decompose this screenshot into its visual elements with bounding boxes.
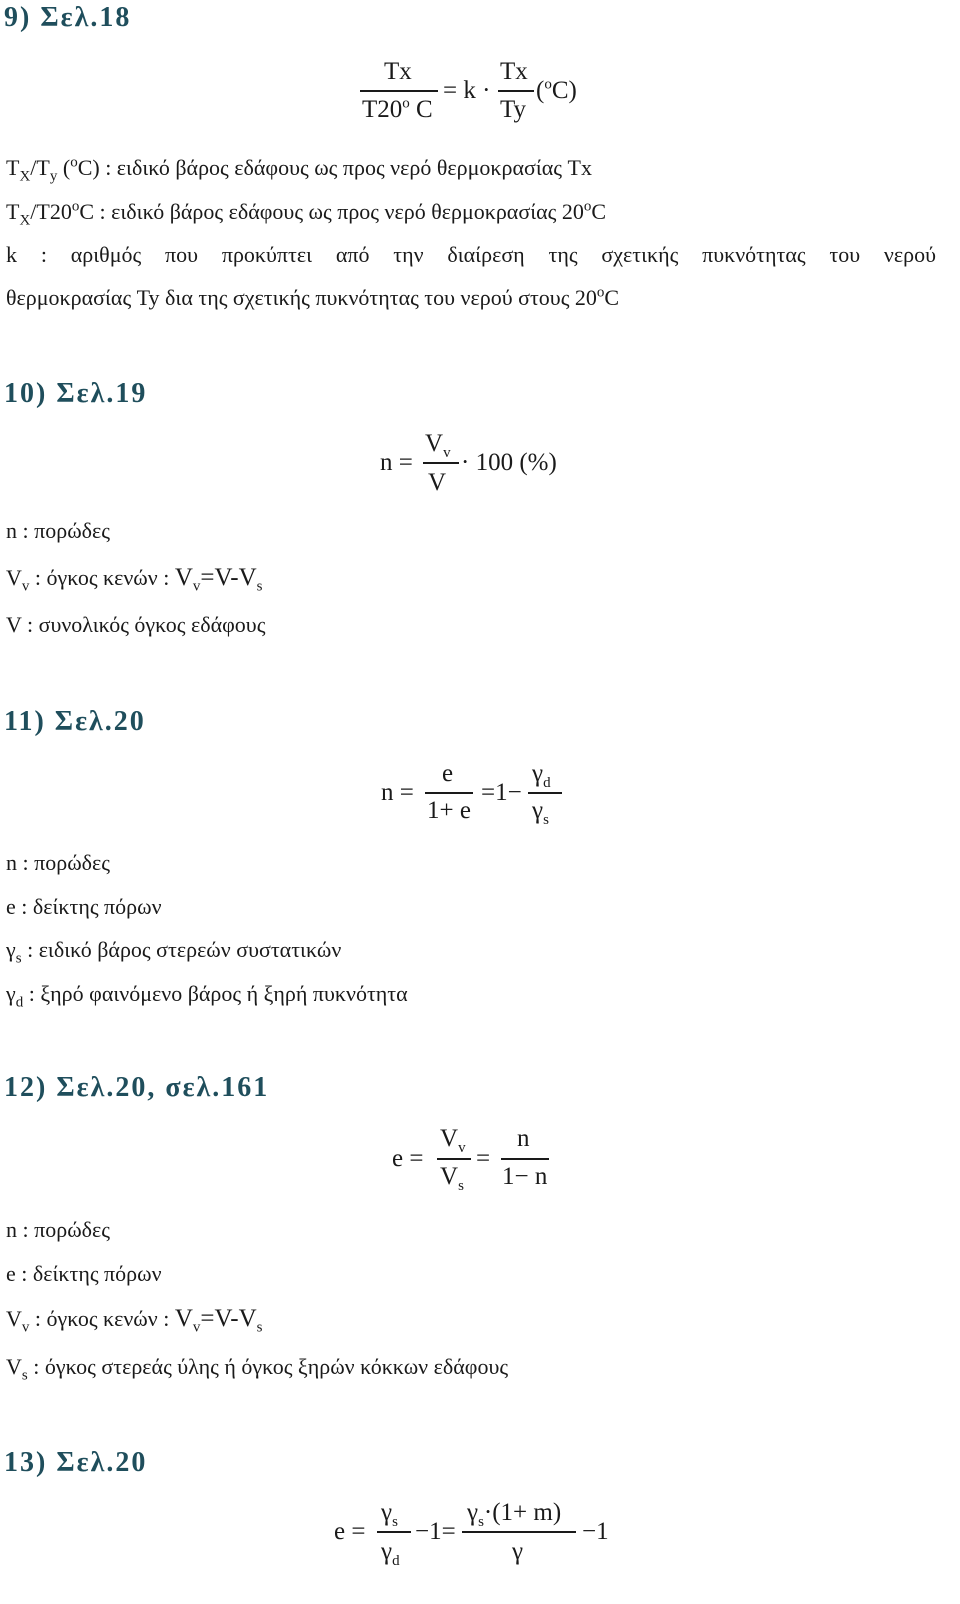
formula-9-den2: Ty bbox=[500, 96, 527, 123]
definition-line: $T_X/T_y$ ($^o$C) : ειδικό βάρος εδάφους ως προς νερό θερμοκρασίας Tx bbox=[6, 154, 592, 185]
formula-11-den2: $\gamma_s$ bbox=[532, 797, 549, 828]
formula-10-lhs: n = bbox=[380, 449, 413, 476]
formula-12-den2: 1− n bbox=[502, 1163, 548, 1190]
formula-13-tail: −1 bbox=[582, 1518, 609, 1545]
definition-line: $T_X/T20^oC$ : ειδικό βάρος εδάφους ως προς νερό θερμοκρασίας 20$^o$C bbox=[6, 198, 607, 229]
fraction-bar bbox=[501, 1158, 549, 1160]
definition-line: $V_v$ : όγκος κενών : $V_v=V-V_s$ bbox=[6, 1305, 263, 1336]
definition-line: n : πορώδες bbox=[6, 850, 110, 875]
definition-line: e : δείκτης πόρων bbox=[6, 1261, 162, 1286]
formula-10-den: V bbox=[428, 469, 447, 496]
formula-13-num2: $\gamma_s\cdot(1+ m)$ bbox=[467, 1499, 562, 1530]
formula-13-num1: $\gamma_s$ bbox=[381, 1499, 398, 1530]
definition-line: n : πορώδες bbox=[6, 1217, 110, 1242]
definition-line: k : αριθμός που προκύπτει από την διαίρεση της σχετικής πυκνότητας του νερού bbox=[6, 242, 936, 267]
formula-13-mid: −1= bbox=[415, 1518, 456, 1545]
formula-13-den2: γ bbox=[512, 1538, 524, 1565]
fraction-bar bbox=[360, 90, 438, 92]
formula-12-den1: $V_s$ bbox=[440, 1163, 464, 1194]
formula-12-mid: = bbox=[476, 1145, 491, 1172]
formula-13-den1: $\gamma_d$ bbox=[381, 1538, 400, 1569]
formula-12-num1: $V_v$ bbox=[440, 1125, 466, 1156]
fraction-bar bbox=[437, 1158, 471, 1160]
definition-line: $V_v$ : όγκος κενών : $V_v=V-V_s$ bbox=[6, 564, 263, 595]
formula-11-den1: 1+ e bbox=[427, 797, 471, 824]
formula-10-num: $V_v$ bbox=[425, 430, 451, 461]
formula-9-eq: = k · bbox=[443, 77, 491, 104]
formula-9-den1: T20$^o$ C bbox=[362, 95, 433, 123]
formula-11-lhs: n = bbox=[381, 779, 414, 806]
formula-12-num2: n bbox=[517, 1125, 530, 1152]
definition-line: n : πορώδες bbox=[6, 518, 110, 543]
fraction-bar bbox=[423, 462, 459, 464]
formula-9-tail: ($^o$C) bbox=[536, 76, 577, 104]
fraction-bar bbox=[498, 90, 534, 92]
fraction-bar bbox=[425, 792, 473, 794]
fraction-bar bbox=[377, 1531, 411, 1533]
section-heading-13: 13) Σελ.20 bbox=[4, 1447, 148, 1478]
section-heading-12: 12) Σελ.20, σελ.161 bbox=[4, 1072, 270, 1103]
formula-11-num1: e bbox=[442, 760, 454, 787]
definition-line: θερμοκρασίας Ty δια της σχετικής πυκνότητας του νερού στους 20$^o$C bbox=[6, 284, 620, 310]
fraction-bar bbox=[462, 1531, 576, 1533]
formula-12-lhs: e = bbox=[392, 1145, 424, 1172]
definition-line: e : δείκτης πόρων bbox=[6, 894, 162, 919]
definition-line: $V_s$ : όγκος στερεάς ύλης ή όγκος ξηρών κόκκων εδάφους bbox=[6, 1354, 509, 1384]
definition-line: V : συνολικός όγκος εδάφους bbox=[6, 612, 266, 637]
definition-line: $\gamma_d$ : ξηρό φαινόμενο βάρος ή ξηρή πυκνότητα bbox=[6, 981, 408, 1011]
section-heading-11: 11) Σελ.20 bbox=[4, 706, 146, 737]
section-heading-10: 10) Σελ.19 bbox=[4, 378, 148, 409]
formula-11-num2: $\gamma_d$ bbox=[532, 760, 551, 791]
formula-9-num2: Tx bbox=[500, 58, 528, 85]
formula-13-lhs: e = bbox=[334, 1518, 366, 1545]
formula-9-num1: Tx bbox=[384, 58, 412, 85]
formula-10-tail: · 100 (%) bbox=[461, 449, 557, 476]
definition-line: $\gamma_s$ : ειδικό βάρος στερεών συστατικών bbox=[6, 937, 342, 967]
section-heading-9: 9) Σελ.18 bbox=[4, 2, 132, 33]
formula-11-mid: =1− bbox=[481, 779, 522, 806]
fraction-bar bbox=[528, 792, 562, 794]
